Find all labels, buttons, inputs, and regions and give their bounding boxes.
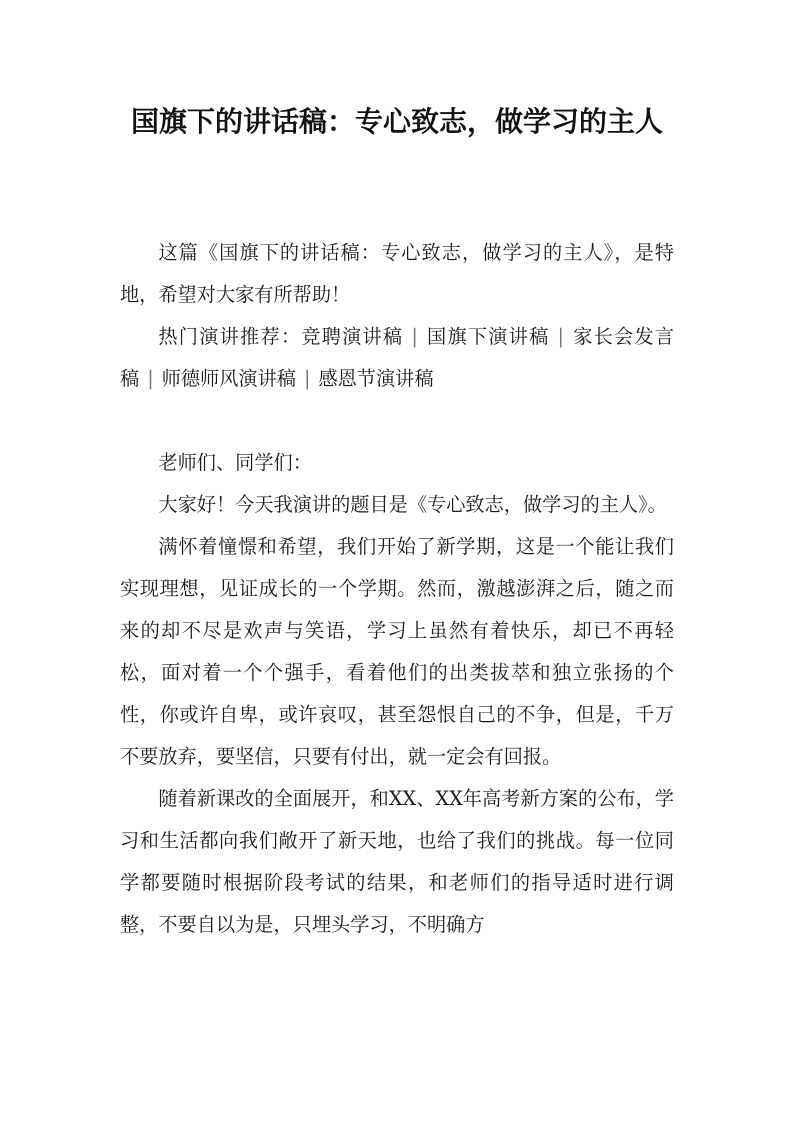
hot-link-3[interactable]: 家长会发言稿 [120,325,675,390]
body-paragraph-2: 满怀着憧憬和希望，我们开始了新学期，这是一个能让我们实现理想，见证成长的一个学期。然而，激越澎湃之后，随之而来的却不尽是欢声与笑语，学习上虽然有着快乐，却已不再轻松，面对着一个个强手，看着他们的出类拔萃和独立张扬的个性，你或许自卑，或许哀叹，甚至怨恨自己的不争，但是，千万不要放弃，要坚信，只要有付出，就一定会有回报。 [120,535,674,768]
separator: | [411,325,418,348]
document-title: 国旗下的讲话稿：专心致志，做学习的主人 [130,105,663,138]
separator: | [557,325,564,348]
hot-link-1[interactable]: 竞聘演讲稿 [301,325,404,348]
greeting: 老师们、同学们： [158,451,312,474]
hot-label: 热门演讲推荐： [158,325,302,348]
hot-recommendations [120,316,674,400]
body-paragraph-3: 随着新课改的全面展开，和XX、XX年高考新方案的公布，学习和生活都向我们敞开了新天地，也给了我们的挑战。每一位同学都要随时根据阶段考试的结果，和老师们的指导适时进行调整，不要自以为是，只埋头学习，不明确方 [120,787,674,936]
paragraph-spacer [120,400,674,442]
separator: | [303,367,311,390]
document-body [120,232,674,946]
hot-link-2[interactable]: 国旗下演讲稿 [425,325,550,348]
intro-paragraph: 这篇《国旗下的讲话稿：专心致志，做学习的主人》，是特地，希望对大家有所帮助！ [120,241,674,306]
hot-link-5[interactable]: 感恩节演讲稿 [318,367,434,390]
separator: | [147,367,154,390]
body-paragraph-1: 大家好！今天我演讲的题目是《专心致志，做学习的主人》。 [158,493,667,516]
hot-link-4[interactable]: 师德师风演讲稿 [161,367,296,390]
